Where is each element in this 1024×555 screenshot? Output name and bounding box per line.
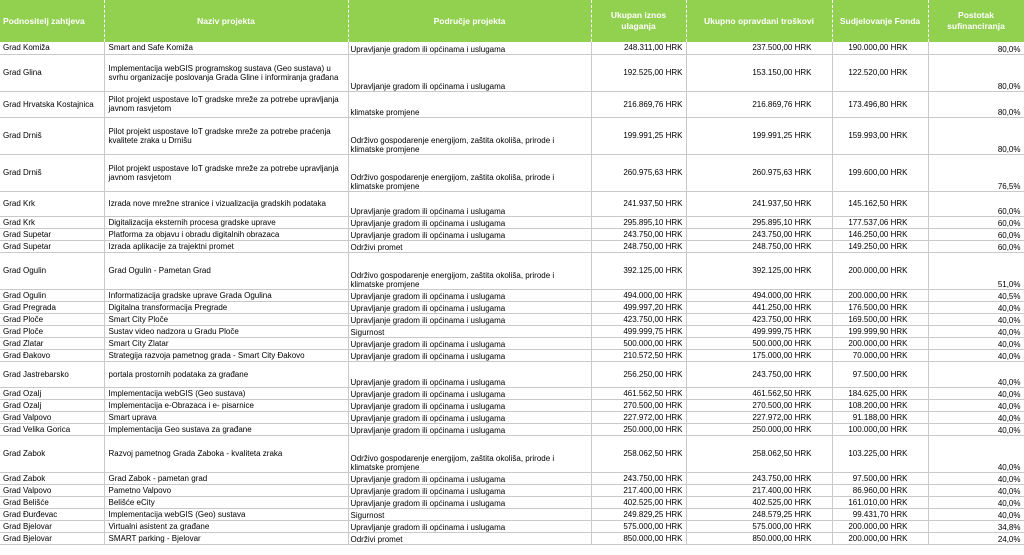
cell-eligible-costs: 175.000,00 HRK [686,349,832,361]
cell-cofinancing-rate: 40,0% [928,399,1024,411]
cell-project-name: Pametno Valpovo [104,484,348,496]
cell-eligible-costs: 243.750,00 HRK [686,228,832,240]
cell-project-name: Izrada nove mrežne stranice i vizualizacija gradskih podataka [104,191,348,216]
cell-fund-participation: 100.000,00 HRK [832,423,928,435]
cell-project-name: Implementacija webGIS (Geo sustava) [104,387,348,399]
cell-project-area: Upravljanje gradom ili općinama i uslugama [348,361,591,387]
cell-fund-participation: 200.000,00 HRK [832,289,928,301]
cell-eligible-costs: 850.000,00 HRK [686,532,832,544]
cell-cofinancing-rate: 60,0% [928,228,1024,240]
cell-cofinancing-rate: 60,0% [928,240,1024,252]
cell-project-name: Pilot projekt uspostave IoT gradske mreže za potrebe upravljanja javnom rasvjetom [104,154,348,191]
cell-cofinancing-rate: 40,0% [928,435,1024,472]
cell-project-name: Implementacija e-Obrazaca i e- pisarnice [104,399,348,411]
cell-applicant: Grad Drniš [0,117,104,154]
cell-fund-participation: 70.000,00 HRK [832,349,928,361]
column-header-cofinancing-rate: Postotak sufinanciranja [928,0,1024,42]
cell-eligible-costs: 258.062,50 HRK [686,435,832,472]
table-row [0,472,1024,484]
cell-total-investment: 210.572,50 HRK [591,349,686,361]
cell-cofinancing-rate: 40,0% [928,508,1024,520]
cell-applicant: Grad Krk [0,216,104,228]
cell-project-name: Platforma za objavu i obradu digitalnih obrazaca [104,228,348,240]
table-row [0,54,1024,91]
cell-project-area: Upravljanje gradom ili općinama i uslugama [348,337,591,349]
cell-project-area: Održivi promet [348,240,591,252]
cell-project-area: Upravljanje gradom ili općinama i uslugama [348,520,591,532]
cell-eligible-costs: 243.750,00 HRK [686,361,832,387]
cell-applicant: Grad Bjelovar [0,532,104,544]
cell-cofinancing-rate: 24,0% [928,532,1024,544]
cell-cofinancing-rate: 40,0% [928,313,1024,325]
table-row [0,361,1024,387]
table-row [0,484,1024,496]
cell-fund-participation: 149.250,00 HRK [832,240,928,252]
cell-total-investment: 192.525,00 HRK [591,54,686,91]
cell-project-area: Upravljanje gradom ili općinama i uslugama [348,423,591,435]
cell-applicant: Grad Valpovo [0,411,104,423]
cell-eligible-costs: 250.000,00 HRK [686,423,832,435]
cell-eligible-costs: 494.000,00 HRK [686,289,832,301]
cell-project-name: Digitalna transformacija Pregrade [104,301,348,313]
cell-applicant: Grad Ploče [0,313,104,325]
cell-total-investment: 227.972,00 HRK [591,411,686,423]
cell-eligible-costs: 499.999,75 HRK [686,325,832,337]
column-header-project-area: Područje projekta [348,0,591,42]
cell-cofinancing-rate: 60,0% [928,191,1024,216]
table-row [0,228,1024,240]
column-header-eligible-costs: Ukupno opravdani troškovi [686,0,832,42]
cell-total-investment: 499.999,75 HRK [591,325,686,337]
cell-cofinancing-rate: 40,0% [928,387,1024,399]
cell-cofinancing-rate: 76,5% [928,154,1024,191]
cell-applicant: Grad Drniš [0,154,104,191]
cell-project-name: Implementacija webGIS programskog sustava (Geo sustava) u svrhu organizacije poslovanja Grada Gline i informiranja građana [104,54,348,91]
table-row [0,91,1024,117]
cell-total-investment: 500.000,00 HRK [591,337,686,349]
cell-eligible-costs: 153.150,00 HRK [686,54,832,91]
cell-total-investment: 575.000,00 HRK [591,520,686,532]
table-row [0,289,1024,301]
cell-project-area: Održivo gospodarenje energijom, zaštita okoliša, prirode i klimatske promjene [348,154,591,191]
table-row [0,508,1024,520]
table-row [0,387,1024,399]
cell-project-area: Upravljanje gradom ili općinama i uslugama [348,42,591,54]
cell-applicant: Grad Hrvatska Kostajnica [0,91,104,117]
cell-project-name: Izrada aplikacije za trajektni promet [104,240,348,252]
cell-fund-participation: 169.500,00 HRK [832,313,928,325]
cell-applicant: Grad Ploče [0,325,104,337]
cell-applicant: Grad Zabok [0,435,104,472]
cell-fund-participation: 97.500,00 HRK [832,361,928,387]
table-row [0,240,1024,252]
table-header [0,0,1024,42]
cell-fund-participation: 177.537,06 HRK [832,216,928,228]
column-header-project-name: Naziv projekta [104,0,348,42]
cell-fund-participation: 200.000,00 HRK [832,252,928,289]
cell-project-area: Upravljanje gradom ili općinama i uslugama [348,349,591,361]
cell-project-area: Sigurnost [348,508,591,520]
cell-project-name: Smart City Zlatar [104,337,348,349]
cell-project-area: Održivo gospodarenje energijom, zaštita okoliša, prirode i klimatske promjene [348,117,591,154]
cell-project-area: Upravljanje gradom ili općinama i uslugama [348,54,591,91]
cell-cofinancing-rate: 40,0% [928,423,1024,435]
cell-eligible-costs: 441.250,00 HRK [686,301,832,313]
cell-project-area: Upravljanje gradom ili općinama i uslugama [348,387,591,399]
cell-cofinancing-rate: 60,0% [928,216,1024,228]
cell-applicant: Grad Supetar [0,240,104,252]
table-row [0,423,1024,435]
cell-project-area: Upravljanje gradom ili općinama i uslugama [348,411,591,423]
cell-fund-participation: 145.162,50 HRK [832,191,928,216]
cell-eligible-costs: 461.562,50 HRK [686,387,832,399]
cell-cofinancing-rate: 80,0% [928,117,1024,154]
cell-fund-participation: 86.960,00 HRK [832,484,928,496]
cell-total-investment: 392.125,00 HRK [591,252,686,289]
cell-project-name: Virtualni asistent za građane [104,520,348,532]
cell-cofinancing-rate: 40,5% [928,289,1024,301]
table-row [0,117,1024,154]
cell-eligible-costs: 392.125,00 HRK [686,252,832,289]
cell-eligible-costs: 237.500,00 HRK [686,42,832,54]
cell-cofinancing-rate: 40,0% [928,484,1024,496]
cell-applicant: Grad Zlatar [0,337,104,349]
cell-project-name: Razvoj pametnog Grada Zaboka - kvaliteta zraka [104,435,348,472]
cell-project-name: Implementacija webGIS (Geo) sustava [104,508,348,520]
cell-fund-participation: 122.520,00 HRK [832,54,928,91]
cell-total-investment: 423.750,00 HRK [591,313,686,325]
cell-eligible-costs: 241.937,50 HRK [686,191,832,216]
cell-applicant: Grad Glina [0,54,104,91]
table-row [0,435,1024,472]
cell-project-name: Grad Zabok - pametan grad [104,472,348,484]
cell-fund-participation: 103.225,00 HRK [832,435,928,472]
cell-applicant: Grad Belišće [0,496,104,508]
cell-cofinancing-rate: 40,0% [928,301,1024,313]
cell-project-name: Smart uprava [104,411,348,423]
cell-project-area: Upravljanje gradom ili općinama i uslugama [348,496,591,508]
table-row [0,411,1024,423]
column-header-fund-participation: Sudjelovanje Fonda [832,0,928,42]
cell-eligible-costs: 575.000,00 HRK [686,520,832,532]
cell-project-name: Belišće eCity [104,496,348,508]
table-row [0,520,1024,532]
cell-cofinancing-rate: 40,0% [928,472,1024,484]
cell-total-investment: 270.500,00 HRK [591,399,686,411]
cell-eligible-costs: 260.975,63 HRK [686,154,832,191]
table-row [0,252,1024,289]
cell-eligible-costs: 243.750,00 HRK [686,472,832,484]
cell-total-investment: 494.000,00 HRK [591,289,686,301]
cell-project-name: Grad Ogulin - Pametan Grad [104,252,348,289]
cell-total-investment: 248.750,00 HRK [591,240,686,252]
table-row [0,399,1024,411]
cell-eligible-costs: 248.750,00 HRK [686,240,832,252]
cell-fund-participation: 108.200,00 HRK [832,399,928,411]
table-row [0,191,1024,216]
cell-total-investment: 243.750,00 HRK [591,472,686,484]
cell-applicant: Grad Zabok [0,472,104,484]
cell-applicant: Grad Ogulin [0,252,104,289]
cell-eligible-costs: 199.991,25 HRK [686,117,832,154]
cell-cofinancing-rate: 40,0% [928,325,1024,337]
cell-eligible-costs: 423.750,00 HRK [686,313,832,325]
cell-applicant: Grad Supetar [0,228,104,240]
cell-fund-participation: 146.250,00 HRK [832,228,928,240]
cell-applicant: Grad Bjelovar [0,520,104,532]
cell-project-name: Smart and Safe Komiža [104,42,348,54]
cell-total-investment: 216.869,76 HRK [591,91,686,117]
cell-eligible-costs: 402.525,00 HRK [686,496,832,508]
cell-project-area: Upravljanje gradom ili općinama i uslugama [348,228,591,240]
cell-fund-participation: 199.999,90 HRK [832,325,928,337]
cell-fund-participation: 200.000,00 HRK [832,532,928,544]
cell-project-area: Upravljanje gradom ili općinama i uslugama [348,399,591,411]
cell-fund-participation: 184.625,00 HRK [832,387,928,399]
cell-project-area: Upravljanje gradom ili općinama i uslugama [348,484,591,496]
cell-total-investment: 249.829,25 HRK [591,508,686,520]
cell-fund-participation: 91.188,00 HRK [832,411,928,423]
cell-fund-participation: 161.010,00 HRK [832,496,928,508]
table-row [0,216,1024,228]
cell-applicant: Grad Pregrada [0,301,104,313]
cell-eligible-costs: 500.000,00 HRK [686,337,832,349]
cell-cofinancing-rate: 80,0% [928,42,1024,54]
table-row [0,496,1024,508]
cell-cofinancing-rate: 40,0% [928,361,1024,387]
table-row [0,313,1024,325]
cell-project-area: Održivo gospodarenje energijom, zaštita okoliša, prirode i klimatske promjene [348,252,591,289]
cell-project-area: Upravljanje gradom ili općinama i uslugama [348,289,591,301]
cell-cofinancing-rate: 40,0% [928,337,1024,349]
cell-total-investment: 217.400,00 HRK [591,484,686,496]
cell-fund-participation: 200.000,00 HRK [832,520,928,532]
cell-total-investment: 256.250,00 HRK [591,361,686,387]
cell-cofinancing-rate: 40,0% [928,496,1024,508]
cell-project-area: Upravljanje gradom ili općinama i uslugama [348,472,591,484]
cell-project-name: SMART parking - Bjelovar [104,532,348,544]
cell-applicant: Grad Jastrebarsko [0,361,104,387]
cell-project-area: Upravljanje gradom ili općinama i uslugama [348,216,591,228]
cell-total-investment: 850.000,00 HRK [591,532,686,544]
cell-fund-participation: 99.431,70 HRK [832,508,928,520]
cell-project-name: portala prostornih podataka za građane [104,361,348,387]
cell-applicant: Grad Ozalj [0,399,104,411]
cell-cofinancing-rate: 51,0% [928,252,1024,289]
cell-total-investment: 250.000,00 HRK [591,423,686,435]
table-row [0,532,1024,544]
cell-total-investment: 199.991,25 HRK [591,117,686,154]
cell-total-investment: 241.937,50 HRK [591,191,686,216]
table-row [0,42,1024,54]
cell-applicant: Grad Ozalj [0,387,104,399]
cell-project-area: Upravljanje gradom ili općinama i uslugama [348,301,591,313]
table-row [0,337,1024,349]
cell-project-area: Upravljanje gradom ili općinama i uslugama [348,191,591,216]
cell-fund-participation: 97.500,00 HRK [832,472,928,484]
cell-applicant: Grad Komiža [0,42,104,54]
cell-cofinancing-rate: 40,0% [928,411,1024,423]
cell-eligible-costs: 216.869,76 HRK [686,91,832,117]
cell-cofinancing-rate: 40,0% [928,349,1024,361]
column-header-applicant: Podnositelj zahtjeva [0,0,104,42]
cell-cofinancing-rate: 80,0% [928,91,1024,117]
cell-fund-participation: 200.000,00 HRK [832,337,928,349]
cell-applicant: Grad Velika Gorica [0,423,104,435]
cell-applicant: Grad Ogulin [0,289,104,301]
cell-eligible-costs: 295.895,10 HRK [686,216,832,228]
cell-project-name: Pilot projekt uspostave IoT gradske mreže za potrebe praćenja kvalitete zraka u Drnišu [104,117,348,154]
cell-project-name: Smart City Ploče [104,313,348,325]
cell-total-investment: 499.997,20 HRK [591,301,686,313]
cell-project-area: Upravljanje gradom ili općinama i uslugama [348,313,591,325]
table-row [0,349,1024,361]
cell-fund-participation: 190.000,00 HRK [832,42,928,54]
cell-fund-participation: 173.496,80 HRK [832,91,928,117]
cell-fund-participation: 159.993,00 HRK [832,117,928,154]
cell-cofinancing-rate: 80,0% [928,54,1024,91]
cell-applicant: Grad Valpovo [0,484,104,496]
cell-project-area: klimatske promjene [348,91,591,117]
cell-applicant: Grad Đurđevac [0,508,104,520]
cell-applicant: Grad Đakovo [0,349,104,361]
cell-total-investment: 260.975,63 HRK [591,154,686,191]
cell-fund-participation: 199.600,00 HRK [832,154,928,191]
cell-eligible-costs: 248.579,25 HRK [686,508,832,520]
cell-total-investment: 248.311,00 HRK [591,42,686,54]
cell-total-investment: 461.562,50 HRK [591,387,686,399]
cell-project-name: Strategija razvoja pametnog grada - Smart City Đakovo [104,349,348,361]
table-row [0,325,1024,337]
cell-total-investment: 243.750,00 HRK [591,228,686,240]
cell-fund-participation: 176.500,00 HRK [832,301,928,313]
cell-cofinancing-rate: 34,8% [928,520,1024,532]
cell-project-name: Digitalizacija eksternih procesa gradske uprave [104,216,348,228]
cell-project-area: Sigurnost [348,325,591,337]
cell-total-investment: 402.525,00 HRK [591,496,686,508]
cell-applicant: Grad Krk [0,191,104,216]
cell-total-investment: 295.895,10 HRK [591,216,686,228]
cell-eligible-costs: 217.400,00 HRK [686,484,832,496]
table-row [0,154,1024,191]
table-body [0,42,1024,544]
cell-project-name: Sustav video nadzora u Gradu Ploče [104,325,348,337]
cell-eligible-costs: 270.500,00 HRK [686,399,832,411]
cell-project-name: Implementacija Geo sustava za građane [104,423,348,435]
cell-total-investment: 258.062,50 HRK [591,435,686,472]
header-row [0,0,1024,42]
table-row [0,301,1024,313]
cell-project-name: Pilot projekt uspostave IoT gradske mreže za potrebe upravljanja javnom rasvjetom [104,91,348,117]
cell-project-name: Informatizacija gradske uprave Grada Ogulina [104,289,348,301]
cell-project-area: Održivi promet [348,532,591,544]
column-header-total-investment: Ukupan iznos ulaganja [591,0,686,42]
cell-eligible-costs: 227.972,00 HRK [686,411,832,423]
cell-project-area: Održivo gospodarenje energijom, zaštita okoliša, prirode i klimatske promjene [348,435,591,472]
